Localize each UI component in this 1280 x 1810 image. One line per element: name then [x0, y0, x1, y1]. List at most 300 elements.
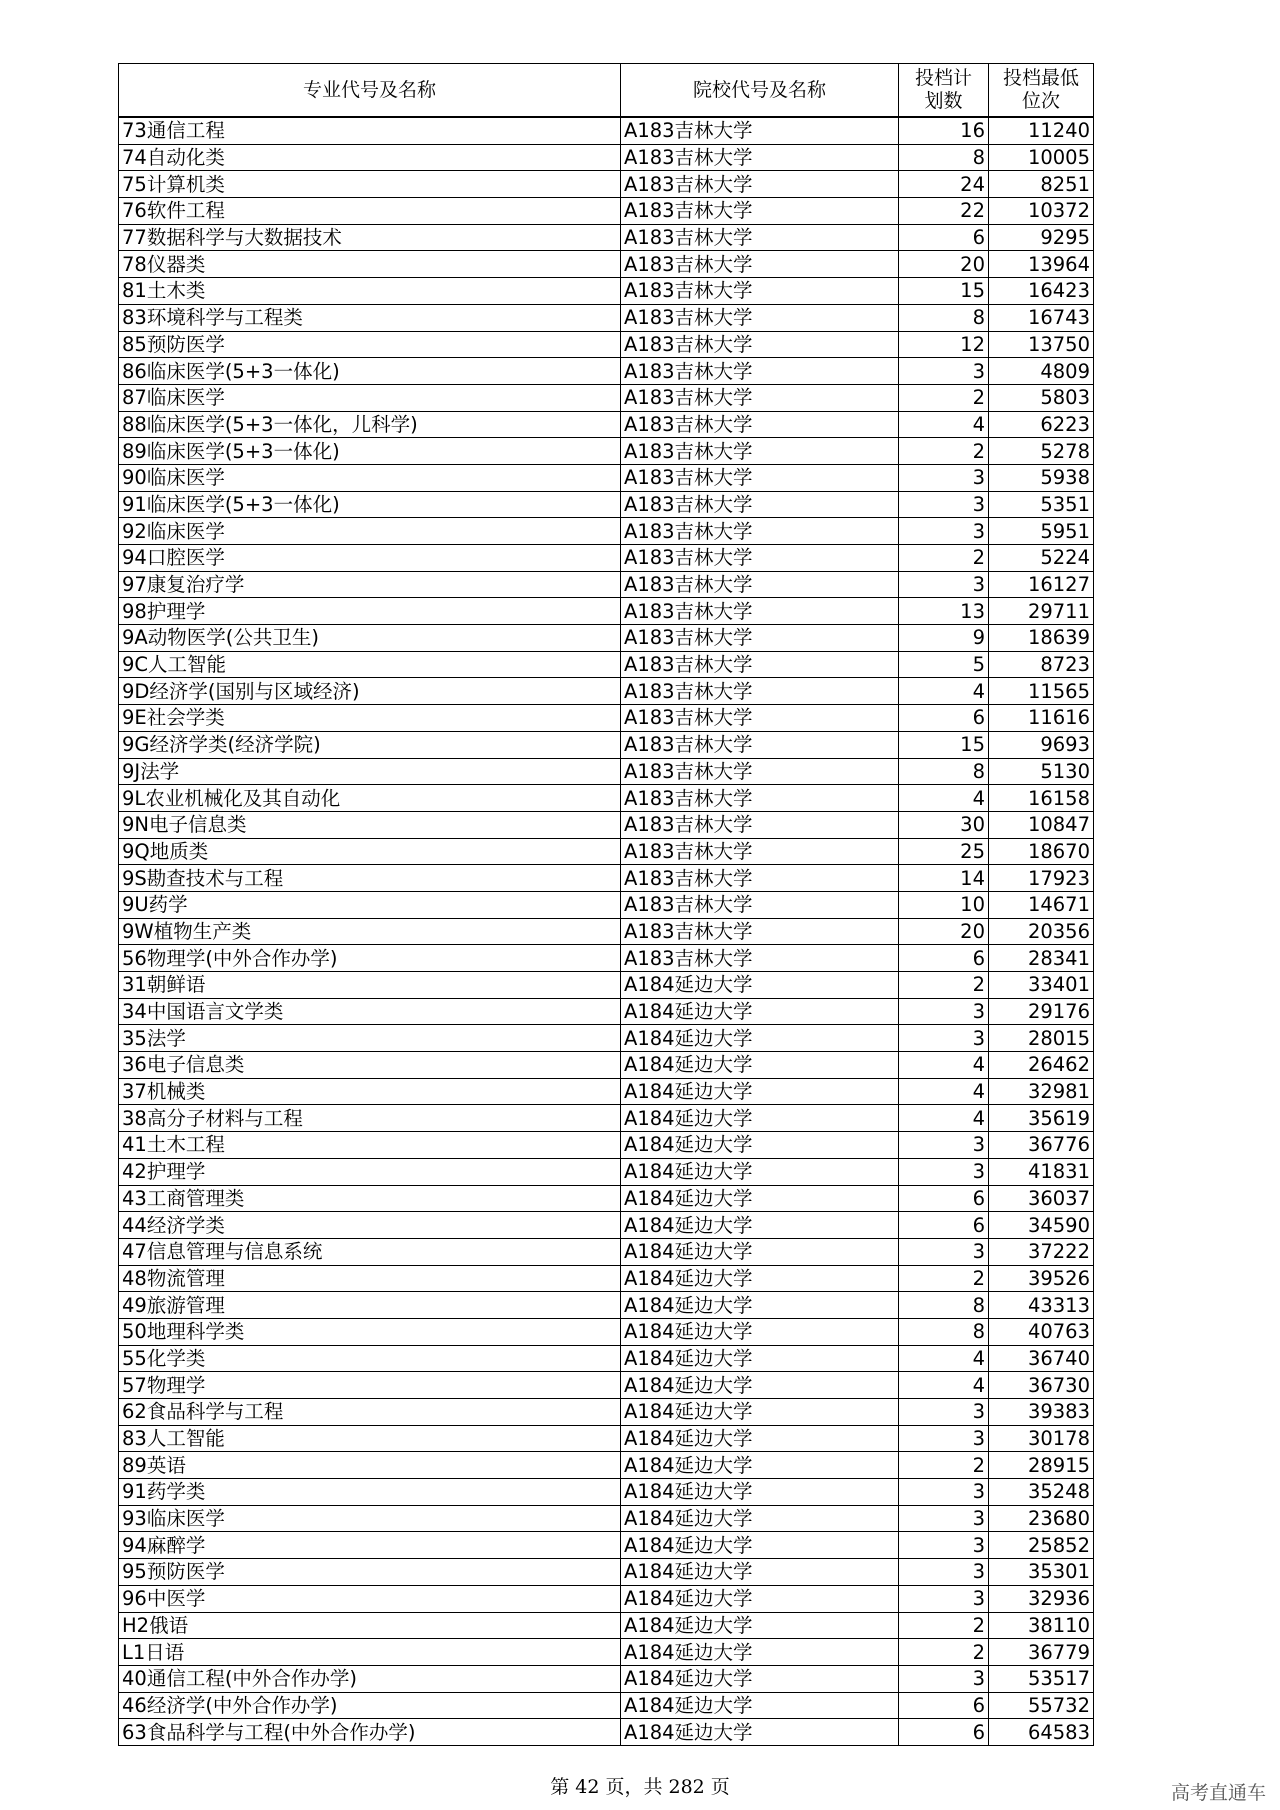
table-row [119, 198, 1094, 225]
cell-school: A183吉林大学 [621, 411, 899, 438]
table-row [119, 1238, 1094, 1265]
cell-plan-count: 2 [899, 1639, 989, 1666]
header-school: 院校代号及名称 [621, 64, 899, 118]
cell-plan-count: 4 [899, 1372, 989, 1399]
cell-major: 47信息管理与信息系统 [119, 1238, 621, 1265]
cell-major: 94口腔医学 [119, 545, 621, 572]
cell-plan-count: 3 [899, 1132, 989, 1159]
table-row [119, 278, 1094, 305]
cell-min-rank: 5278 [989, 438, 1094, 465]
cell-major: 83环境科学与工程类 [119, 304, 621, 331]
cell-min-rank: 36037 [989, 1185, 1094, 1212]
cell-min-rank: 5224 [989, 545, 1094, 572]
cell-min-rank: 8723 [989, 651, 1094, 678]
table-row [119, 1318, 1094, 1345]
cell-major: 76软件工程 [119, 198, 621, 225]
header-rank-line2: 位次 [1021, 90, 1060, 112]
table-row [119, 1639, 1094, 1666]
table-row [119, 1345, 1094, 1372]
cell-major: 86临床医学(5+3一体化) [119, 358, 621, 385]
cell-plan-count: 3 [899, 1238, 989, 1265]
cell-major: 35法学 [119, 1025, 621, 1052]
cell-school: A184延边大学 [621, 1639, 899, 1666]
cell-major: 34中国语言文学类 [119, 998, 621, 1025]
cell-major: 41土木工程 [119, 1132, 621, 1159]
cell-major: 46经济学(中外合作办学) [119, 1692, 621, 1719]
cell-major: 89临床医学(5+3一体化) [119, 438, 621, 465]
cell-min-rank: 38110 [989, 1612, 1094, 1639]
cell-min-rank: 25852 [989, 1532, 1094, 1559]
cell-plan-count: 16 [899, 117, 989, 144]
cell-school: A183吉林大学 [621, 358, 899, 385]
table-row [119, 1505, 1094, 1532]
cell-school: A184延边大学 [621, 998, 899, 1025]
cell-school: A183吉林大学 [621, 758, 899, 785]
cell-major: 78仪器类 [119, 251, 621, 278]
cell-major: 96中医学 [119, 1585, 621, 1612]
table-row [119, 411, 1094, 438]
cell-plan-count: 3 [899, 1532, 989, 1559]
cell-major: 92临床医学 [119, 518, 621, 545]
cell-school: A183吉林大学 [621, 705, 899, 732]
cell-school: A183吉林大学 [621, 251, 899, 278]
cell-min-rank: 35301 [989, 1559, 1094, 1586]
cell-min-rank: 32936 [989, 1585, 1094, 1612]
table-row [119, 1585, 1094, 1612]
cell-major: 37机械类 [119, 1078, 621, 1105]
cell-plan-count: 3 [899, 518, 989, 545]
cell-school: A184延边大学 [621, 1532, 899, 1559]
table-row [119, 571, 1094, 598]
cell-plan-count: 5 [899, 651, 989, 678]
cell-school: A183吉林大学 [621, 571, 899, 598]
table-row [119, 171, 1094, 198]
cell-major: H2俄语 [119, 1612, 621, 1639]
cell-school: A184延边大学 [621, 1185, 899, 1212]
cell-major: 77数据科学与大数据技术 [119, 224, 621, 251]
cell-min-rank: 64583 [989, 1719, 1094, 1746]
cell-major: 40通信工程(中外合作办学) [119, 1665, 621, 1692]
cell-min-rank: 10005 [989, 144, 1094, 171]
cell-school: A183吉林大学 [621, 331, 899, 358]
cell-major: 43工商管理类 [119, 1185, 621, 1212]
table-row [119, 1612, 1094, 1639]
cell-school: A184延边大学 [621, 1052, 899, 1079]
cell-school: A183吉林大学 [621, 598, 899, 625]
cell-min-rank: 37222 [989, 1238, 1094, 1265]
cell-min-rank: 4809 [989, 358, 1094, 385]
cell-school: A184延边大学 [621, 1372, 899, 1399]
cell-major: 63食品科学与工程(中外合作办学) [119, 1719, 621, 1746]
table-row [119, 1158, 1094, 1185]
cell-plan-count: 3 [899, 1399, 989, 1426]
cell-major: L1日语 [119, 1639, 621, 1666]
cell-min-rank: 5803 [989, 384, 1094, 411]
table-row [119, 972, 1094, 999]
table-row [119, 464, 1094, 491]
table-row [119, 438, 1094, 465]
cell-min-rank: 43313 [989, 1292, 1094, 1319]
cell-major: 36电子信息类 [119, 1052, 621, 1079]
cell-school: A183吉林大学 [621, 304, 899, 331]
cell-school: A183吉林大学 [621, 625, 899, 652]
table-row [119, 678, 1094, 705]
cell-school: A184延边大学 [621, 1238, 899, 1265]
cell-school: A183吉林大学 [621, 731, 899, 758]
cell-min-rank: 30178 [989, 1425, 1094, 1452]
cell-major: 75计算机类 [119, 171, 621, 198]
table-row [119, 785, 1094, 812]
cell-plan-count: 8 [899, 144, 989, 171]
cell-min-rank: 11240 [989, 117, 1094, 144]
cell-plan-count: 15 [899, 731, 989, 758]
cell-min-rank: 11565 [989, 678, 1094, 705]
table-row [119, 1292, 1094, 1319]
cell-plan-count: 8 [899, 1318, 989, 1345]
cell-major: 9G经济学类(经济学院) [119, 731, 621, 758]
cell-major: 89英语 [119, 1452, 621, 1479]
cell-min-rank: 5938 [989, 464, 1094, 491]
cell-plan-count: 12 [899, 331, 989, 358]
cell-major: 9S勘查技术与工程 [119, 865, 621, 892]
table-row [119, 117, 1094, 144]
cell-major: 98护理学 [119, 598, 621, 625]
cell-plan-count: 2 [899, 1612, 989, 1639]
table-row [119, 705, 1094, 732]
cell-plan-count: 14 [899, 865, 989, 892]
cell-school: A184延边大学 [621, 1665, 899, 1692]
cell-school: A183吉林大学 [621, 785, 899, 812]
table-row [119, 838, 1094, 865]
cell-major: 9C人工智能 [119, 651, 621, 678]
cell-school: A184延边大学 [621, 1612, 899, 1639]
cell-plan-count: 3 [899, 1479, 989, 1506]
cell-plan-count: 6 [899, 224, 989, 251]
table-row [119, 1025, 1094, 1052]
cell-plan-count: 4 [899, 1078, 989, 1105]
cell-school: A183吉林大学 [621, 171, 899, 198]
cell-major: 93临床医学 [119, 1505, 621, 1532]
cell-major: 50地理科学类 [119, 1318, 621, 1345]
cell-school: A183吉林大学 [621, 811, 899, 838]
cell-school: A184延边大学 [621, 1158, 899, 1185]
table-row [119, 144, 1094, 171]
cell-min-rank: 36730 [989, 1372, 1094, 1399]
cell-plan-count: 22 [899, 198, 989, 225]
table-row [119, 1399, 1094, 1426]
cell-min-rank: 13750 [989, 331, 1094, 358]
table-row [119, 625, 1094, 652]
cell-plan-count: 4 [899, 1052, 989, 1079]
header-rank [989, 64, 1094, 118]
cell-school: A184延边大学 [621, 1399, 899, 1426]
table-body [119, 117, 1094, 1745]
cell-plan-count: 3 [899, 491, 989, 518]
cell-min-rank: 32981 [989, 1078, 1094, 1105]
cell-school: A184延边大学 [621, 1345, 899, 1372]
cell-major: 44经济学类 [119, 1212, 621, 1239]
table-row [119, 1052, 1094, 1079]
cell-min-rank: 14671 [989, 891, 1094, 918]
cell-plan-count: 2 [899, 972, 989, 999]
cell-major: 74自动化类 [119, 144, 621, 171]
table-row [119, 1078, 1094, 1105]
cell-major: 94麻醉学 [119, 1532, 621, 1559]
cell-school: A184延边大学 [621, 1265, 899, 1292]
cell-plan-count: 4 [899, 1345, 989, 1372]
cell-school: A183吉林大学 [621, 865, 899, 892]
table-row [119, 1692, 1094, 1719]
table-row [119, 1105, 1094, 1132]
cell-min-rank: 6223 [989, 411, 1094, 438]
cell-min-rank: 16743 [989, 304, 1094, 331]
cell-major: 48物流管理 [119, 1265, 621, 1292]
table-row [119, 891, 1094, 918]
cell-school: A184延边大学 [621, 1318, 899, 1345]
cell-min-rank: 18670 [989, 838, 1094, 865]
table-row [119, 1532, 1094, 1559]
cell-school: A184延边大学 [621, 1479, 899, 1506]
cell-min-rank: 16127 [989, 571, 1094, 598]
cell-school: A183吉林大学 [621, 464, 899, 491]
cell-plan-count: 10 [899, 891, 989, 918]
cell-major: 91药学类 [119, 1479, 621, 1506]
cell-major: 56物理学(中外合作办学) [119, 945, 621, 972]
cell-min-rank: 28015 [989, 1025, 1094, 1052]
cell-school: A183吉林大学 [621, 545, 899, 572]
cell-major: 38高分子材料与工程 [119, 1105, 621, 1132]
cell-min-rank: 20356 [989, 918, 1094, 945]
cell-min-rank: 29711 [989, 598, 1094, 625]
cell-min-rank: 29176 [989, 998, 1094, 1025]
table-row [119, 651, 1094, 678]
cell-min-rank: 36779 [989, 1639, 1094, 1666]
cell-major: 9E社会学类 [119, 705, 621, 732]
cell-min-rank: 10372 [989, 198, 1094, 225]
cell-min-rank: 9693 [989, 731, 1094, 758]
cell-school: A184延边大学 [621, 1452, 899, 1479]
cell-school: A183吉林大学 [621, 945, 899, 972]
cell-plan-count: 3 [899, 1585, 989, 1612]
cell-plan-count: 4 [899, 411, 989, 438]
cell-min-rank: 26462 [989, 1052, 1094, 1079]
cell-plan-count: 20 [899, 918, 989, 945]
cell-min-rank: 9295 [989, 224, 1094, 251]
cell-min-rank: 35619 [989, 1105, 1094, 1132]
cell-school: A183吉林大学 [621, 438, 899, 465]
cell-min-rank: 35248 [989, 1479, 1094, 1506]
cell-major: 31朝鲜语 [119, 972, 621, 999]
cell-min-rank: 5351 [989, 491, 1094, 518]
cell-min-rank: 36776 [989, 1132, 1094, 1159]
admission-table [118, 63, 1094, 1746]
cell-min-rank: 5130 [989, 758, 1094, 785]
cell-min-rank: 10847 [989, 811, 1094, 838]
cell-plan-count: 4 [899, 785, 989, 812]
header-plan-line1: 投档计 [914, 67, 972, 89]
watermark: 高考直通车 [1170, 1782, 1266, 1804]
cell-plan-count: 4 [899, 678, 989, 705]
cell-plan-count: 3 [899, 998, 989, 1025]
cell-plan-count: 3 [899, 1425, 989, 1452]
cell-school: A183吉林大学 [621, 891, 899, 918]
table-row [119, 1212, 1094, 1239]
cell-plan-count: 6 [899, 1185, 989, 1212]
table-row [119, 598, 1094, 625]
table-row [119, 1719, 1094, 1746]
cell-major: 83人工智能 [119, 1425, 621, 1452]
cell-major: 49旅游管理 [119, 1292, 621, 1319]
table-row [119, 1425, 1094, 1452]
cell-min-rank: 33401 [989, 972, 1094, 999]
cell-major: 97康复治疗学 [119, 571, 621, 598]
cell-plan-count: 3 [899, 1559, 989, 1586]
cell-plan-count: 2 [899, 545, 989, 572]
cell-plan-count: 3 [899, 1505, 989, 1532]
table-row [119, 865, 1094, 892]
cell-school: A184延边大学 [621, 1559, 899, 1586]
cell-min-rank: 23680 [989, 1505, 1094, 1532]
cell-major: 9N电子信息类 [119, 811, 621, 838]
cell-school: A184延边大学 [621, 1078, 899, 1105]
table-row [119, 998, 1094, 1025]
header-major: 专业代号及名称 [119, 64, 621, 118]
cell-plan-count: 9 [899, 625, 989, 652]
table-row [119, 1452, 1094, 1479]
cell-plan-count: 2 [899, 1265, 989, 1292]
cell-school: A183吉林大学 [621, 918, 899, 945]
header-rank-line1: 投档最低 [1002, 67, 1079, 89]
cell-school: A183吉林大学 [621, 838, 899, 865]
cell-school: A183吉林大学 [621, 678, 899, 705]
cell-plan-count: 30 [899, 811, 989, 838]
table-row [119, 491, 1094, 518]
table-row [119, 358, 1094, 385]
cell-major: 9U药学 [119, 891, 621, 918]
cell-plan-count: 6 [899, 1719, 989, 1746]
table-row [119, 518, 1094, 545]
cell-plan-count: 8 [899, 304, 989, 331]
cell-school: A183吉林大学 [621, 278, 899, 305]
cell-major: 9A动物医学(公共卫生) [119, 625, 621, 652]
cell-school: A184延边大学 [621, 1132, 899, 1159]
table-row [119, 384, 1094, 411]
cell-plan-count: 8 [899, 1292, 989, 1319]
cell-school: A183吉林大学 [621, 117, 899, 144]
cell-plan-count: 4 [899, 1105, 989, 1132]
cell-plan-count: 3 [899, 358, 989, 385]
cell-plan-count: 3 [899, 1025, 989, 1052]
cell-plan-count: 25 [899, 838, 989, 865]
cell-plan-count: 6 [899, 1212, 989, 1239]
table-row [119, 731, 1094, 758]
cell-major: 9Q地质类 [119, 838, 621, 865]
cell-major: 91临床医学(5+3一体化) [119, 491, 621, 518]
cell-plan-count: 13 [899, 598, 989, 625]
cell-school: A184延边大学 [621, 1692, 899, 1719]
cell-school: A184延边大学 [621, 1719, 899, 1746]
header-plan-line2: 划数 [924, 90, 963, 112]
cell-major: 88临床医学(5+3一体化，儿科学) [119, 411, 621, 438]
table-row [119, 251, 1094, 278]
cell-plan-count: 3 [899, 571, 989, 598]
cell-min-rank: 18639 [989, 625, 1094, 652]
table-row [119, 1265, 1094, 1292]
cell-school: A183吉林大学 [621, 491, 899, 518]
cell-plan-count: 2 [899, 1452, 989, 1479]
table-row [119, 1372, 1094, 1399]
cell-school: A183吉林大学 [621, 518, 899, 545]
cell-school: A184延边大学 [621, 1292, 899, 1319]
cell-plan-count: 3 [899, 1158, 989, 1185]
cell-major: 90临床医学 [119, 464, 621, 491]
cell-major: 57物理学 [119, 1372, 621, 1399]
cell-major: 81土木类 [119, 278, 621, 305]
cell-major: 55化学类 [119, 1345, 621, 1372]
cell-school: A184延边大学 [621, 1105, 899, 1132]
cell-min-rank: 5951 [989, 518, 1094, 545]
cell-plan-count: 6 [899, 705, 989, 732]
cell-min-rank: 39383 [989, 1399, 1094, 1426]
table-row [119, 224, 1094, 251]
cell-plan-count: 3 [899, 1665, 989, 1692]
cell-school: A183吉林大学 [621, 384, 899, 411]
cell-plan-count: 2 [899, 384, 989, 411]
cell-school: A184延边大学 [621, 1025, 899, 1052]
cell-plan-count: 6 [899, 945, 989, 972]
cell-min-rank: 36740 [989, 1345, 1094, 1372]
table-row [119, 1132, 1094, 1159]
table-row [119, 1559, 1094, 1586]
header-plan [899, 64, 989, 118]
cell-min-rank: 8251 [989, 171, 1094, 198]
cell-major: 9J法学 [119, 758, 621, 785]
cell-major: 87临床医学 [119, 384, 621, 411]
table-row [119, 545, 1094, 572]
cell-school: A184延边大学 [621, 1425, 899, 1452]
table-row [119, 331, 1094, 358]
cell-school: A183吉林大学 [621, 144, 899, 171]
cell-school: A184延边大学 [621, 1212, 899, 1239]
cell-school: A184延边大学 [621, 972, 899, 999]
cell-major: 62食品科学与工程 [119, 1399, 621, 1426]
cell-plan-count: 6 [899, 1692, 989, 1719]
cell-min-rank: 34590 [989, 1212, 1094, 1239]
table-row [119, 304, 1094, 331]
cell-major: 42护理学 [119, 1158, 621, 1185]
cell-min-rank: 41831 [989, 1158, 1094, 1185]
cell-major: 73通信工程 [119, 117, 621, 144]
cell-plan-count: 2 [899, 438, 989, 465]
cell-plan-count: 15 [899, 278, 989, 305]
cell-min-rank: 28915 [989, 1452, 1094, 1479]
cell-major: 9L农业机械化及其自动化 [119, 785, 621, 812]
cell-school: A184延边大学 [621, 1505, 899, 1532]
cell-min-rank: 11616 [989, 705, 1094, 732]
table-row [119, 758, 1094, 785]
cell-plan-count: 8 [899, 758, 989, 785]
cell-plan-count: 20 [899, 251, 989, 278]
cell-min-rank: 40763 [989, 1318, 1094, 1345]
cell-major: 95预防医学 [119, 1559, 621, 1586]
cell-school: A183吉林大学 [621, 651, 899, 678]
table-row [119, 918, 1094, 945]
table-row [119, 1479, 1094, 1506]
cell-min-rank: 13964 [989, 251, 1094, 278]
cell-min-rank: 55732 [989, 1692, 1094, 1719]
cell-major: 85预防医学 [119, 331, 621, 358]
table-row [119, 1665, 1094, 1692]
